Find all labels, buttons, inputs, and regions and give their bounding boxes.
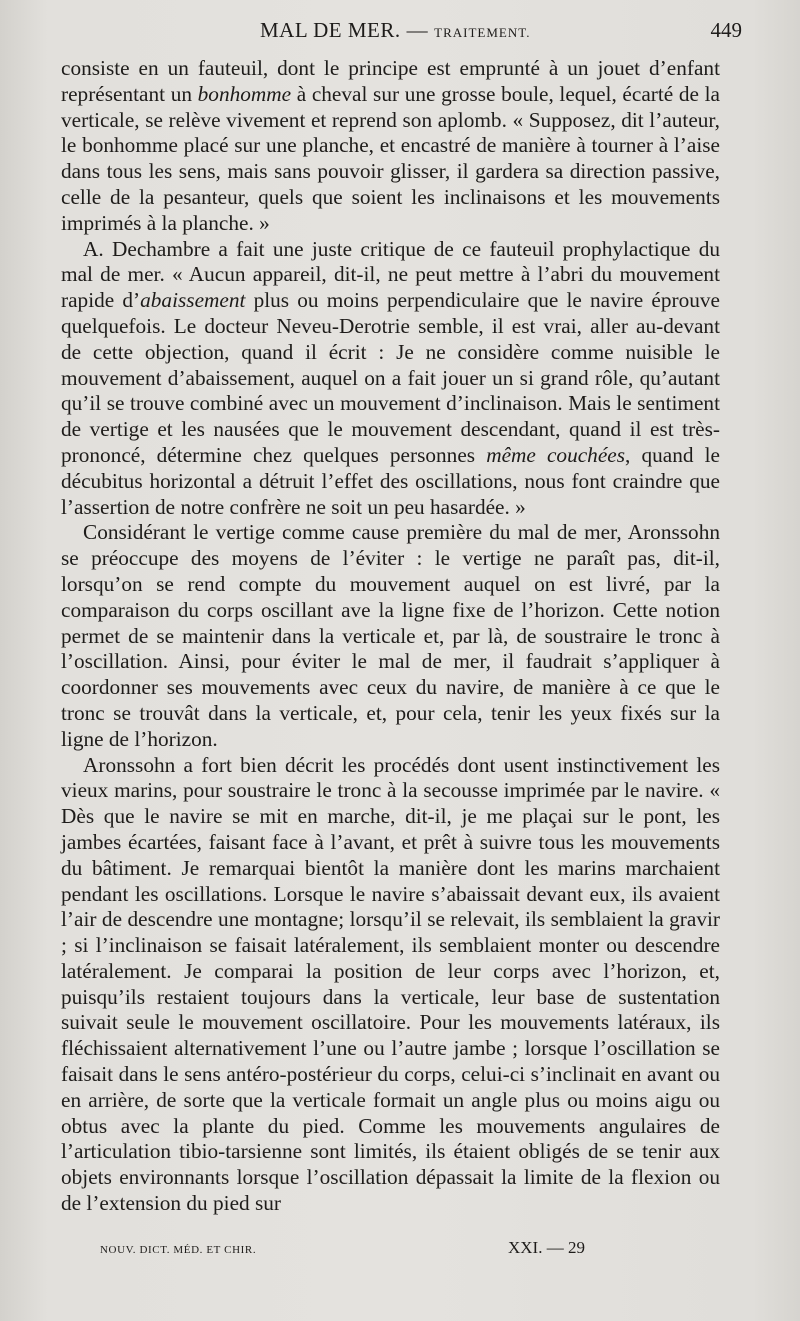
text-run: plus ou moins perpendiculaire que le navire éprouve quelquefois. Le docteur Neveu-Derotrie semble, il est vrai, aller au-devant de cette objection, quand il écrit : Je ne considère comme nuisible le mouvement d’abaissement, auquel on a fait jouer un si grand rôle, qu’autant qu’il se trouve combiné avec un mouvement d’inclinaison. Mais le sentiment de vertige et les nausées que le mouvement descendant, quand il est très-prononcé, détermine chez quelques personnes <box>61 288 720 467</box>
header-section: TRAITEMENT. <box>434 25 531 40</box>
page-footer <box>60 1238 740 1262</box>
paragraph <box>61 237 720 521</box>
footer-volume: XXI. — 29 <box>508 1238 585 1257</box>
footer-signature: NOUV. DICT. MÉD. ET CHIR. <box>100 1244 257 1256</box>
paragraph <box>61 753 720 1217</box>
page-number: 449 <box>710 18 742 42</box>
text-run: , quand le décubitus horizontal a détruit l’effet des oscillations, nous font craindre que l’assertion de notre confrère ne soit un peu hasardée. » <box>61 442 720 519</box>
text-run: consiste en un fauteuil, dont le principe est emprunté à un jouet d’enfant représentant un <box>61 56 720 106</box>
body-text <box>61 56 720 1217</box>
header-title <box>260 18 530 43</box>
text-run: Considérant le vertige comme cause première du mal de mer, Aronssohn se préoccupe des moyens de l’éviter : le vertige ne paraît pas, dit-il, lorsqu’on se rend compte du mouvement auquel on est livré, par la comparaison du corps oscillant ave la ligne fixe de l’horizon. Cette notion permet de se maintenir dans la verticale et, par là, de soustraire le tronc à l’oscillation. Ainsi, pour éviter le mal de mer, il faudrait s’appliquer à coordonner ses mouvements avec ceux du navire, de manière à ce que le tronc se trouvât dans la verticale, et, pour cela, tenir les yeux fixés sur la ligne de l’horizon. <box>61 520 720 751</box>
italic-text: même couchées <box>486 442 626 467</box>
header-main-title: MAL DE MER. <box>260 18 401 42</box>
italic-text: bonhomme <box>197 81 292 106</box>
paragraph <box>61 520 720 752</box>
text-run: à cheval sur une grosse boule, lequel, écarté de la verticale, se relève vivement et reprend son aplomb. « Supposez, dit l’auteur, le bonhomme placé sur une planche, et encastré de manière à tourner à l’aise dans tous les sens, mais sans pouvoir glisser, il gardera sa direction passive, celle de la pesanteur, quels que soient les inclinaisons et les mouvements imprimés à la planche. » <box>61 81 720 235</box>
text-run: A. Dechambre a fait une juste critique de ce fauteuil prophylactique du mal de mer. « Aucun appareil, dit-il, ne peut mettre à l’abri du mouvement rapide d’ <box>61 236 720 313</box>
italic-text: abaissement <box>140 288 246 313</box>
running-header <box>60 18 740 48</box>
header-dash: — <box>406 18 429 42</box>
paragraph <box>61 56 720 237</box>
text-run: Aronssohn a fort bien décrit les procédés dont usent instinctivement les vieux marins, pour soustraire le tronc à la secousse imprimée par le navire. « Dès que le navire se mit en marche, dit-il, je me plaçai sur le pont, les jambes écartées, faisant face à l’avant, et prêt à suivre tous les mouvements du bâtiment. Je remarquai bientôt la manière dont les marins marchaient pendant les oscillations. Lorsque le navire s’abaissait devant eux, ils avaient l’air de descendre une montagne; lorsqu’il se relevait, ils semblaient la gravir ; si l’inclinaison se faisait latéralement, ils semblaient monter ou descendre latéralement. Je comparai la position de leur corps avec l’horizon, et, puisqu’ils restaient toujours dans la verticale, leur base de sustentation suivait seule le mouvement oscillatoire. Pour les mouvements latéraux, ils fléchissaient alternativement l’une ou l’autre jambe ; lorsque l’oscillation se faisait dans le sens antéro-postérieur du corps, celui-ci s’inclinait en avant ou en arrière, de sorte que la verticale formait un angle plus ou moins aigu ou obtus avec la plante du pied. Comme les mouvements angulaires de l’articulation tibio-tarsienne sont limités, ils étaient obligés de se tenir aux objets environnants lorsque l’oscillation dépassait la limite de la flexion ou de l’extension du pied sur <box>61 752 720 1216</box>
